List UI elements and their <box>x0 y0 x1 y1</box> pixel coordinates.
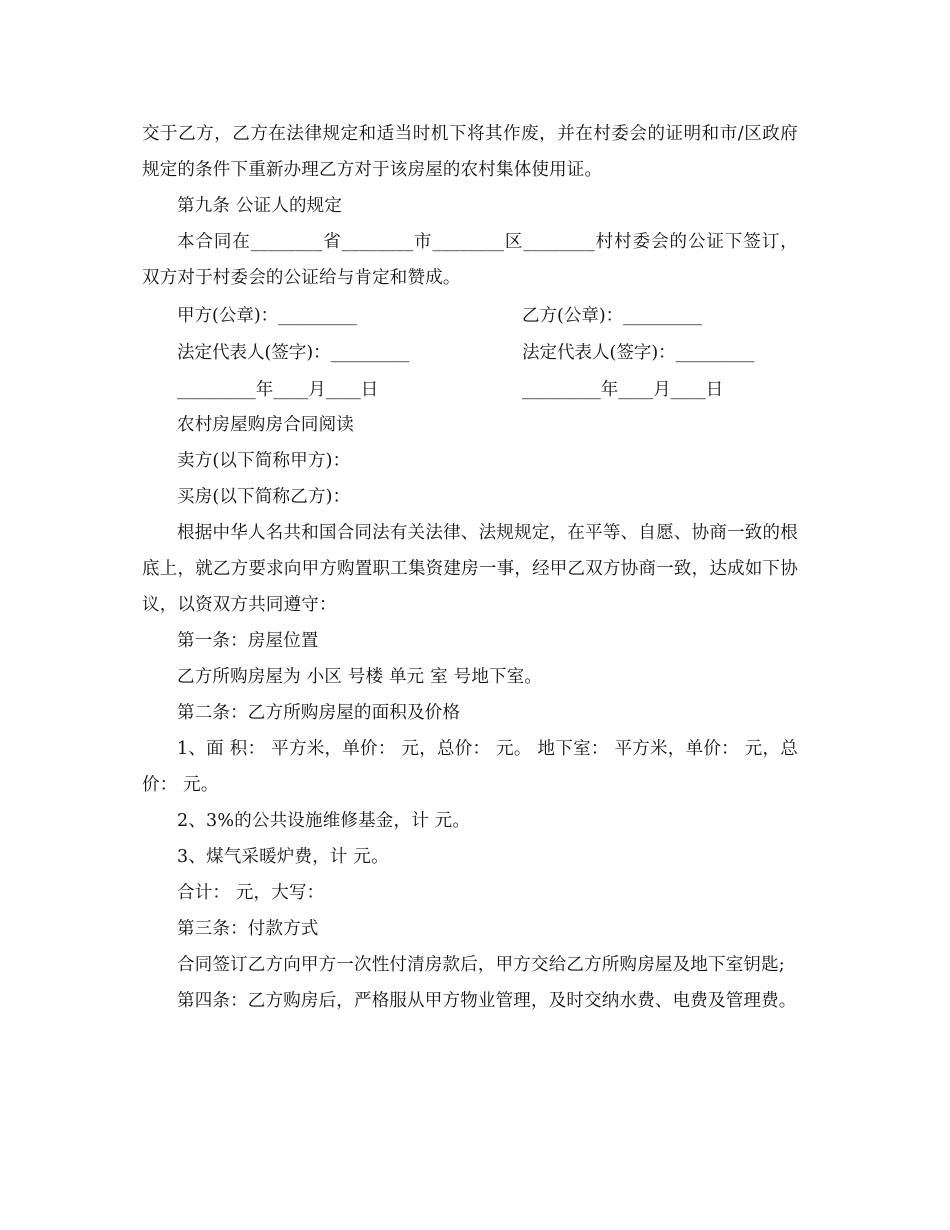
article-9-heading: 第九条 公证人的规定 <box>177 196 343 216</box>
document-body <box>142 116 798 1019</box>
signature-row-representative <box>142 333 798 370</box>
party-a-seal: 甲方(公章)：_________ <box>177 306 357 326</box>
article-4-paragraph: 第四条：乙方购房后，严格服从甲方物业管理，及时交纳水费、电费及管理费。 <box>177 991 797 1011</box>
article-1-heading: 第一条：房屋位置 <box>177 631 319 651</box>
article-2-heading: 第二条：乙方所购房屋的面积及价格 <box>177 703 461 723</box>
party-a-date: _________年____月____日 <box>177 380 379 400</box>
article-2-total: 合计： 元，大写： <box>177 883 325 903</box>
signature-row-seal <box>142 296 798 333</box>
article-2-item-1: 1、面 积： 平方米，单价： 元，总价： 元。 地下室： 平方米，单价： 元，总价： 元。 <box>142 739 798 795</box>
paragraph-continuation: 交于乙方，乙方在法律规定和适当时机下将其作废，并在村委会的证明和市/区政府规定的条件下重新办理乙方对于该房屋的农村集体使用证。 <box>142 124 798 180</box>
article-3-heading: 第三条：付款方式 <box>177 919 319 939</box>
party-b-representative: 法定代表人(签字)：_________ <box>522 343 755 363</box>
article-1-body: 乙方所购房屋为 小区 号楼 单元 室 号地下室。 <box>177 667 543 687</box>
buyer-line: 买房(以下简称乙方)： <box>177 487 351 507</box>
party-b-seal: 乙方(公章)：_________ <box>522 306 702 326</box>
article-2-item-3: 3、煤气采暖炉费，计 元。 <box>177 847 389 867</box>
party-a-representative: 法定代表人(签字)：_________ <box>177 343 410 363</box>
party-b-date: _________年____月____日 <box>522 380 724 400</box>
notary-clause: 本合同在________省________市________区________村村委会的公证下签订，双方对于村委会的公证给与肯定和赞成。 <box>142 232 798 288</box>
seller-line: 卖方(以下简称甲方)： <box>177 451 351 471</box>
preamble-paragraph: 根据中华人名共和国合同法有关法律、法规规定，在平等、自愿、协商一致的根底上，就乙方要求向甲方购置职工集资建房一事，经甲乙双方协商一致，达成如下协议，以资双方共同遵守： <box>142 523 798 615</box>
signature-row-date <box>142 370 798 407</box>
contract-title: 农村房屋购房合同阅读 <box>177 415 354 435</box>
article-2-item-2: 2、3%的公共设施维修基金，计 元。 <box>177 811 471 831</box>
article-3-body: 合同签订乙方向甲方一次性付清房款后，甲方交给乙方所购房屋及地下室钥匙; <box>177 955 785 975</box>
